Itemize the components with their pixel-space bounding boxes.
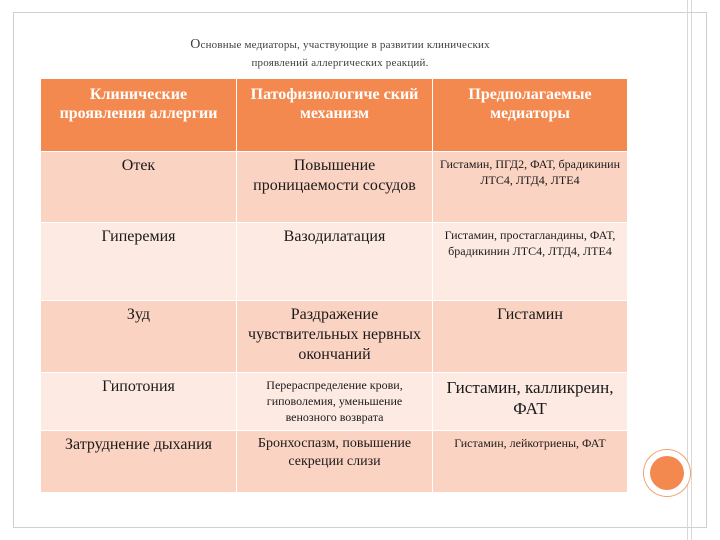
header-mediators: Предполагаемые медиаторы — [433, 79, 628, 152]
decorative-circle — [644, 450, 690, 496]
decorative-line — [687, 0, 688, 540]
cell-mediators: Гистамин, простагландины, ФАТ, брадикинин ЛТС4, ЛТД4, ЛТЕ4 — [433, 223, 628, 301]
page-title — [60, 36, 620, 72]
cell-manifestation: Затруднение дыхания — [41, 431, 237, 493]
title-line-1-rest: сновные медиаторы, участвующие в развитии клинических — [200, 39, 490, 51]
table-row — [41, 431, 628, 493]
header-mechanism: Патофизиологиче ский механизм — [237, 79, 433, 152]
cell-mediators: Гистамин — [433, 301, 628, 373]
decorative-circle-fill — [650, 456, 684, 490]
cell-mechanism: Вазодилатация — [237, 223, 433, 301]
mediators-table — [40, 78, 628, 493]
title-line-1 — [60, 36, 620, 54]
cell-manifestation: Гипотония — [41, 373, 237, 431]
cell-manifestation: Гиперемия — [41, 223, 237, 301]
cell-manifestation: Зуд — [41, 301, 237, 373]
decorative-line — [691, 0, 692, 540]
cell-mechanism: Перераспределение крови, гиповолемия, уменьшение венозного возврата — [237, 373, 433, 431]
title-first-letter: О — [190, 37, 201, 52]
table-row — [41, 152, 628, 223]
table-row — [41, 373, 628, 431]
table-row — [41, 301, 628, 373]
title-line-2: проявлений аллергических реакций. — [251, 57, 429, 69]
cell-mediators: Гистамин, калликреин, ФАТ — [433, 373, 628, 431]
cell-mechanism: Бронхоспазм, повышение секреции слизи — [237, 431, 433, 493]
cell-mediators: Гистамин, лейкотриены, ФАТ — [433, 431, 628, 493]
cell-mechanism: Повышение проницаемости сосудов — [237, 152, 433, 223]
header-manifestations: Клинические проявления аллергии — [41, 79, 237, 152]
cell-manifestation: Отек — [41, 152, 237, 223]
cell-mechanism: Раздражение чувствительных нервных окончаний — [237, 301, 433, 373]
cell-mediators: Гистамин, ПГД2, ФАТ, брадикинин ЛТС4, ЛТД4, ЛТЕ4 — [433, 152, 628, 223]
table-header-row — [41, 79, 628, 152]
table-row — [41, 223, 628, 301]
